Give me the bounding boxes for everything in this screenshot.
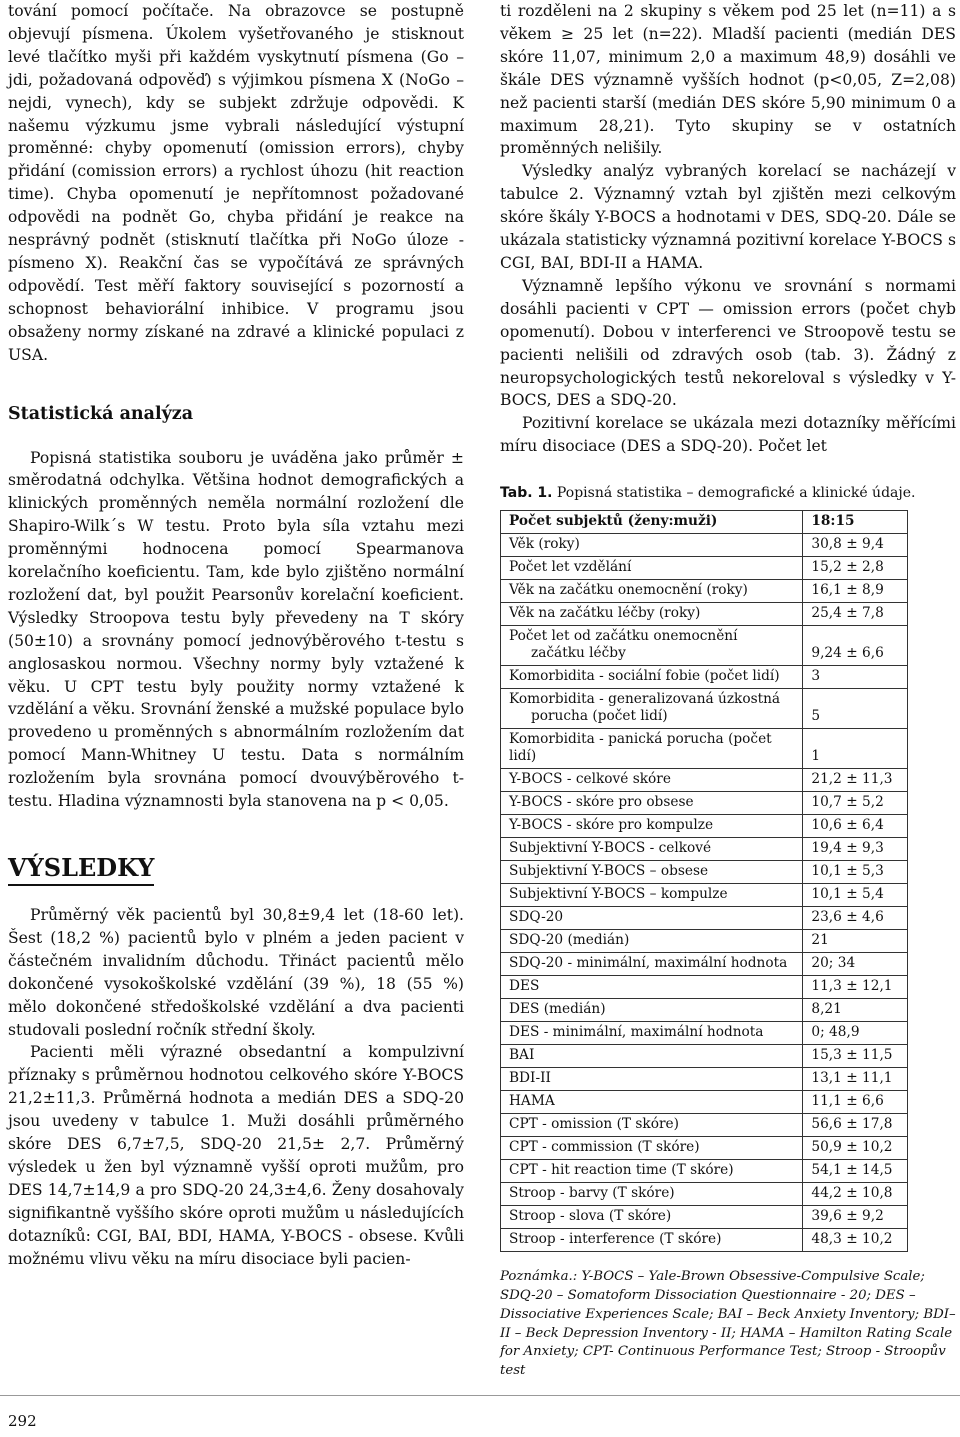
table-caption-text: Popisná statistika – demografické a klinické údaje. xyxy=(556,485,916,502)
table-cell-value: 9,24 ± 6,6 xyxy=(803,626,908,666)
table-cell-label: Počet let vzdělání xyxy=(501,557,803,580)
table-row xyxy=(501,534,908,557)
table-cell-label-line2: porucha (počet lidí) xyxy=(531,708,668,725)
table-cell-label: Subjektivní Y-BOCS – obsese xyxy=(501,861,803,884)
table-row xyxy=(501,1022,908,1045)
table-cell-label: CPT - commission (T skóre) xyxy=(501,1137,803,1160)
table-cell-label: Subjektivní Y-BOCS – kompulze xyxy=(501,884,803,907)
table-cell-value: 50,9 ± 10,2 xyxy=(803,1137,908,1160)
table-cell-value: 16,1 ± 8,9 xyxy=(803,580,908,603)
table-cell-value: 5 xyxy=(803,689,908,729)
table-row xyxy=(501,1160,908,1183)
table-cell-label: SDQ-20 xyxy=(501,907,803,930)
table-cell-label: SDQ-20 (medián) xyxy=(501,930,803,953)
table-row xyxy=(501,838,908,861)
table-cell-label xyxy=(501,626,803,666)
table-cell-value: 56,6 ± 17,8 xyxy=(803,1114,908,1137)
paragraph-results-scores: Pacienti měli výrazné obsedantní a kompulzivní příznaky s průměrnou hodnotou celkového skóre Y-BOCS 21,2±11,3. Průměrná hodnota a medián DES a SDQ-20 jsou uvedeny v tabulce 1. Muži dosáhli průměrného skóre DES 6,7±7,5, SDQ-20 21,5± 2,7. Průměrný výsledek u žen byl významně vyšší oproti mužům, pro DES 14,7±14,9 a pro SDQ-20 24,3±4,6. Ženy dosahovaly signifikantně vyššího skóre oproti mužům u následujících dotazníků: CGI, BAI, BDI, HAMA, Y-BOCS - obsese. Kvůli možnému vlivu věku na míru disociace byli pacien- xyxy=(8,1043,464,1268)
table-cell-value: 54,1 ± 14,5 xyxy=(803,1160,908,1183)
table-cell-value: 21 xyxy=(803,930,908,953)
paragraph-method-cpt: tování pomocí počítače. Na obrazovce se postupně objevují písmena. Úkolem vyšetřovaného je stisknout levé tlačítko myši při každém vyskytnutí písmena (Go – jdi, požadovaná odpověď) s výjimkou písmena X (NoGo – nejdi, vynech), kdy se subjekt zdržuje odpovědi. K našemu výzkumu jsme vybrali následující výstupní proměnné: chyby opomenutí (omission errors), chyby přidání (comission errors) a rychlost úhozu (hit reaction time). Chyba opomenutí je nepřítomnost požadované odpovědi na podnět Go, chyba přidání je reakce na nesprávný podnět (stisknutí tlačítka při NoGo úloze - písmeno X). Reakční čas se vypočítává ze správných odpovědí. Test měří faktory související s pozorností a schopnost behaviorální inhibice. V programu jsou obsaženy normy získané na zdravé a klinické populaci z USA. xyxy=(8,2,464,364)
paragraph-age-groups: ti rozděleni na 2 skupiny s věkem pod 25 let (n=11) a s věkem ≥ 25 let (n=22). Mladší pacienti (medián DES skóre 11,07, minimum 2,0 a maximum 48,9) dosáhli ve škále DES významně vyšších hodnot (p<0,05, Z=2,08) než pacienti starší (medián DES skóre 5,90 minimum 0 a maximum 28,21). Tyto skupiny se v ostatních proměnných nelišily. xyxy=(500,2,956,158)
table-row xyxy=(501,603,908,626)
table-cell-label: BDI-II xyxy=(501,1068,803,1091)
table-caption xyxy=(500,484,956,502)
table-cell-value: 1 xyxy=(803,729,908,769)
table-header-value: 18:15 xyxy=(803,511,908,534)
table-row xyxy=(501,1206,908,1229)
table-row xyxy=(501,884,908,907)
table-cell-value: 25,4 ± 7,8 xyxy=(803,603,908,626)
table-cell-label: Komorbidita - panická porucha (počet lidí) xyxy=(501,729,803,769)
table-caption-label: Tab. 1. xyxy=(500,485,553,502)
heading-results: VÝSLEDKY xyxy=(8,855,154,886)
table-row xyxy=(501,626,908,666)
table-row xyxy=(501,1229,908,1252)
table-row xyxy=(501,1114,908,1137)
table-cell-value: 15,3 ± 11,5 xyxy=(803,1045,908,1068)
table-row xyxy=(501,815,908,838)
table-cell-value: 10,6 ± 6,4 xyxy=(803,815,908,838)
table-header-label: Počet subjektů (ženy:muži) xyxy=(501,511,803,534)
table-cell-label: HAMA xyxy=(501,1091,803,1114)
table-cell-value: 23,6 ± 4,6 xyxy=(803,907,908,930)
table-cell-value: 15,2 ± 2,8 xyxy=(803,557,908,580)
table-row xyxy=(501,557,908,580)
descriptive-statistics-table xyxy=(500,510,908,1252)
table-cell-value: 10,1 ± 5,4 xyxy=(803,884,908,907)
table-cell-value: 0; 48,9 xyxy=(803,1022,908,1045)
table-cell-label: Komorbidita - sociální fobie (počet lidí) xyxy=(501,666,803,689)
table-row xyxy=(501,666,908,689)
table-cell-label: SDQ-20 - minimální, maximální hodnota xyxy=(501,953,803,976)
table-cell-label: Subjektivní Y-BOCS - celkové xyxy=(501,838,803,861)
left-column xyxy=(8,0,464,1271)
paragraph-dissociation: Pozitivní korelace se ukázala mezi dotazníky měřícími míru disociace (DES a SDQ-20). Počet let xyxy=(500,414,956,456)
table-row xyxy=(501,792,908,815)
table-cell-label-line1: Komorbidita - generalizovaná úzkostná xyxy=(509,691,781,708)
table-row xyxy=(501,1137,908,1160)
paragraph-results-age: Průměrný věk pacientů byl 30,8±9,4 let (18-60 let). Šest (18,2 %) pacientů bylo v plném a jeden pacient v částečném invalidním důchodu. Třináct pacientů mělo dokončené vysokoškolské vzdělání (39 %), 18 (55 %) mělo dokončené středoškolské vzdělání a dva pacienti studovali poslední ročník střední školy. xyxy=(8,906,464,1039)
table-row xyxy=(501,729,908,769)
table-cell-value: 3 xyxy=(803,666,908,689)
table-cell-label: CPT - hit reaction time (T skóre) xyxy=(501,1160,803,1183)
table-row xyxy=(501,1045,908,1068)
table-row xyxy=(501,769,908,792)
table-cell-label: DES (medián) xyxy=(501,999,803,1022)
table-cell-value: 21,2 ± 11,3 xyxy=(803,769,908,792)
paragraph-cpt-results: Významně lepšího výkonu ve srovnání s normami dosáhli pacienti v CPT — omission errors (počet chyb opomenutí). Dobou v interferenci ve Stroopově testu se pacienti nelišili od zdravých osob (tab. 3). Žádný z neuropsychologických testů nekoreloval s výsledky v Y-BOCS, DES a SDQ-20. xyxy=(500,276,956,410)
table-cell-value: 10,1 ± 5,3 xyxy=(803,861,908,884)
table-header-row xyxy=(501,511,908,534)
table-row xyxy=(501,689,908,729)
table-cell-label: BAI xyxy=(501,1045,803,1068)
table-row xyxy=(501,1091,908,1114)
table-cell-value: 20; 34 xyxy=(803,953,908,976)
table-cell-label: Y-BOCS - celkové skóre xyxy=(501,769,803,792)
table-cell-value: 30,8 ± 9,4 xyxy=(803,534,908,557)
table-cell-value: 13,1 ± 11,1 xyxy=(803,1068,908,1091)
table-cell-value: 44,2 ± 10,8 xyxy=(803,1183,908,1206)
right-column xyxy=(500,0,956,1381)
table-row xyxy=(501,1068,908,1091)
table-cell-value: 10,7 ± 5,2 xyxy=(803,792,908,815)
table-cell-label: Stroop - barvy (T skóre) xyxy=(501,1183,803,1206)
table-row xyxy=(501,953,908,976)
table-cell-value: 39,6 ± 9,2 xyxy=(803,1206,908,1229)
table-cell-label: Stroop - slova (T skóre) xyxy=(501,1206,803,1229)
table-cell-label-line1: Počet let od začátku onemocnění xyxy=(509,628,738,645)
table-cell-label: Stroop - interference (T skóre) xyxy=(501,1229,803,1252)
table-cell-label: CPT - omission (T skóre) xyxy=(501,1114,803,1137)
table-row xyxy=(501,930,908,953)
table-row xyxy=(501,580,908,603)
table-cell-value: 8,21 xyxy=(803,999,908,1022)
table-cell-label: Věk (roky) xyxy=(501,534,803,557)
table-cell-label-line2: začátku léčby xyxy=(531,645,626,662)
table-cell-label: Věk na začátku onemocnění (roky) xyxy=(501,580,803,603)
table-row xyxy=(501,907,908,930)
table-row xyxy=(501,861,908,884)
table-cell-label: Věk na začátku léčby (roky) xyxy=(501,603,803,626)
paragraph-statistics: Popisná statistika souboru je uváděna jako průměr ± směrodatná odchylka. Většina hodnot demografických a klinických proměnných neměla normální rozložení dle Shapiro-Wilk´s W testu. Proto byla síla vztahu mezi proměnnými hodnocena pomocí Spearmanova korelačního koeficientu. Tam, kde bylo zjištěno normální rozložení dat, byl použit Pearsonův korelační koeficient. Výsledky Stroopova testu byly převedeny na T skóry (50±10) a srovnány pomocí jednovýběrového t-testu s anglosaskou normou. Všechny normy byly vztažené k věku. U CPT testu byly použity normy vztažené k vzdělání a věku. Srovnání ženské a mužské populace bylo provedeno u proměnných s abnormálním rozložením dat pomocí Mann-Whitney U testu. Data s normálním rozložením byla srovnána pomocí dvouvýběrového t-testu. Hladina významnosti byla stanovena na p < 0,05. xyxy=(8,448,464,811)
table-cell-value: 11,1 ± 6,6 xyxy=(803,1091,908,1114)
table-cell-value: 48,3 ± 10,2 xyxy=(803,1229,908,1252)
table-cell-label: DES - minimální, maximální hodnota xyxy=(501,1022,803,1045)
table-cell-value: 19,4 ± 9,3 xyxy=(803,838,908,861)
paragraph-correlations: Výsledky analýz vybraných korelací se nacházejí v tabulce 2. Významný vztah byl zjištěn mezi celkovým skóre škály Y-BOCS a hodnotami v DES, SDQ-20. Dále se ukázala statisticky významná pozitivní korelace Y-BOCS s CGI, BAI, BDI-II a HAMA. xyxy=(500,162,956,272)
table-cell-label: Y-BOCS - skóre pro kompulze xyxy=(501,815,803,838)
table-cell-value: 11,3 ± 12,1 xyxy=(803,976,908,999)
table-row xyxy=(501,999,908,1022)
table-cell-label: Y-BOCS - skóre pro obsese xyxy=(501,792,803,815)
table-row xyxy=(501,1183,908,1206)
heading-statistical-analysis: Statistická analýza xyxy=(8,403,194,424)
table-cell-label: DES xyxy=(501,976,803,999)
footer-divider xyxy=(0,1395,960,1396)
table-note: Poznámka.: Y-BOCS – Yale-Brown Obsessive-Compulsive Scale; SDQ-20 – Somatoform Dissociation Questionnaire - 20; DES – Dissociative Experiences Scale; BAI – Beck Anxiety Inventory; BDI–II – Beck Depression Inventory - II; HAMA – Hamilton Rating Scale for Anxiety; CPT- Continuous Performance Test; Stroop - Stroopův test xyxy=(500,1269,956,1379)
page-number: 292 xyxy=(8,1412,37,1430)
table-row xyxy=(501,976,908,999)
table-cell-label xyxy=(501,689,803,729)
